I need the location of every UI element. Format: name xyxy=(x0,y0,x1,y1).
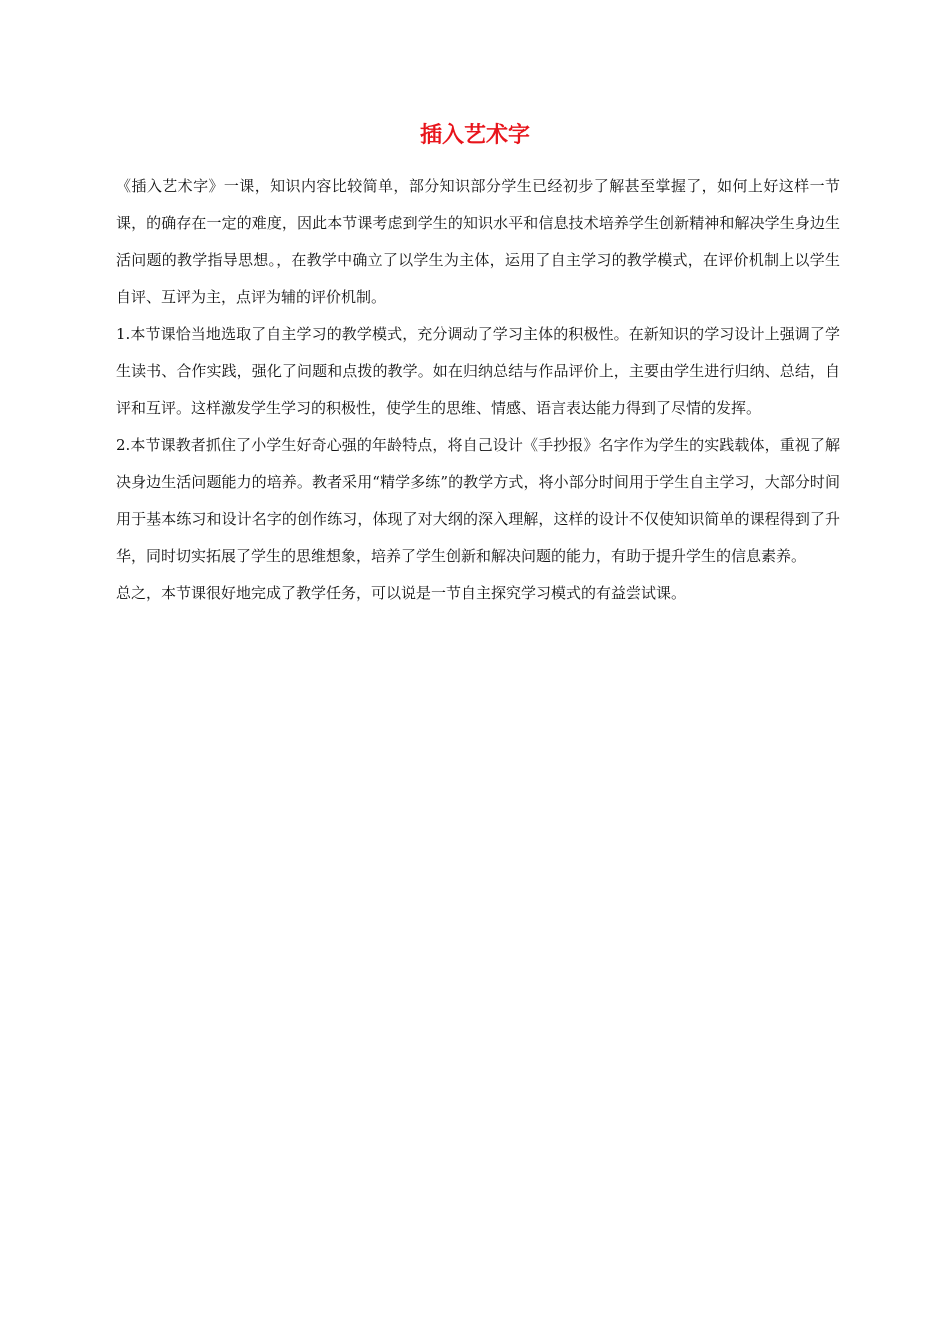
paragraph-intro: 《插入艺术字》一课，知识内容比较简单，部分知识部分学生已经初步了解甚至掌握了，如何上好这样一节课，的确存在一定的难度，因此本节课考虑到学生的知识水平和信息技术培养学生创新精神和解决学生身边生活问题的教学指导思想。，在教学中确立了以学生为主体，运用了自主学习的教学模式，在评价机制上以学生自评、互评为主，点评为辅的评价机制。 xyxy=(116,177,840,306)
document-body xyxy=(116,168,840,612)
paragraph-conclusion: 总之，本节课很好地完成了教学任务，可以说是一节自主探究学习模式的有益尝试课。 xyxy=(116,584,687,602)
document-title: 插入艺术字 xyxy=(419,123,530,148)
paragraph-point-2: 2.本节课教者抓住了小学生好奇心强的年龄特点，将自己设计《手抄报》名字作为学生的实践载体，重视了解决身边生活问题能力的培养。教者采用“精学多练”的教学方式，将小部分时间用于学生自主学习，大部分时间用于基本练习和设计名字的创作练习，体现了对大纲的深入理解，这样的设计不仅使知识简单的课程得到了升华，同时切实拓展了学生的思维想象，培养了学生创新和解决问题的能力，有助于提升学生的信息素养。 xyxy=(116,436,840,565)
paragraph-point-1: 1.本节课恰当地选取了自主学习的教学模式，充分调动了学习主体的积极性。在新知识的学习设计上强调了学生读书、合作实践，强化了问题和点拨的教学。如在归纳总结与作品评价上，主要由学生进行归纳、总结，自评和互评。这样激发学生学习的积极性，使学生的思维、情感、语言表达能力得到了尽情的发挥。 xyxy=(116,325,840,417)
